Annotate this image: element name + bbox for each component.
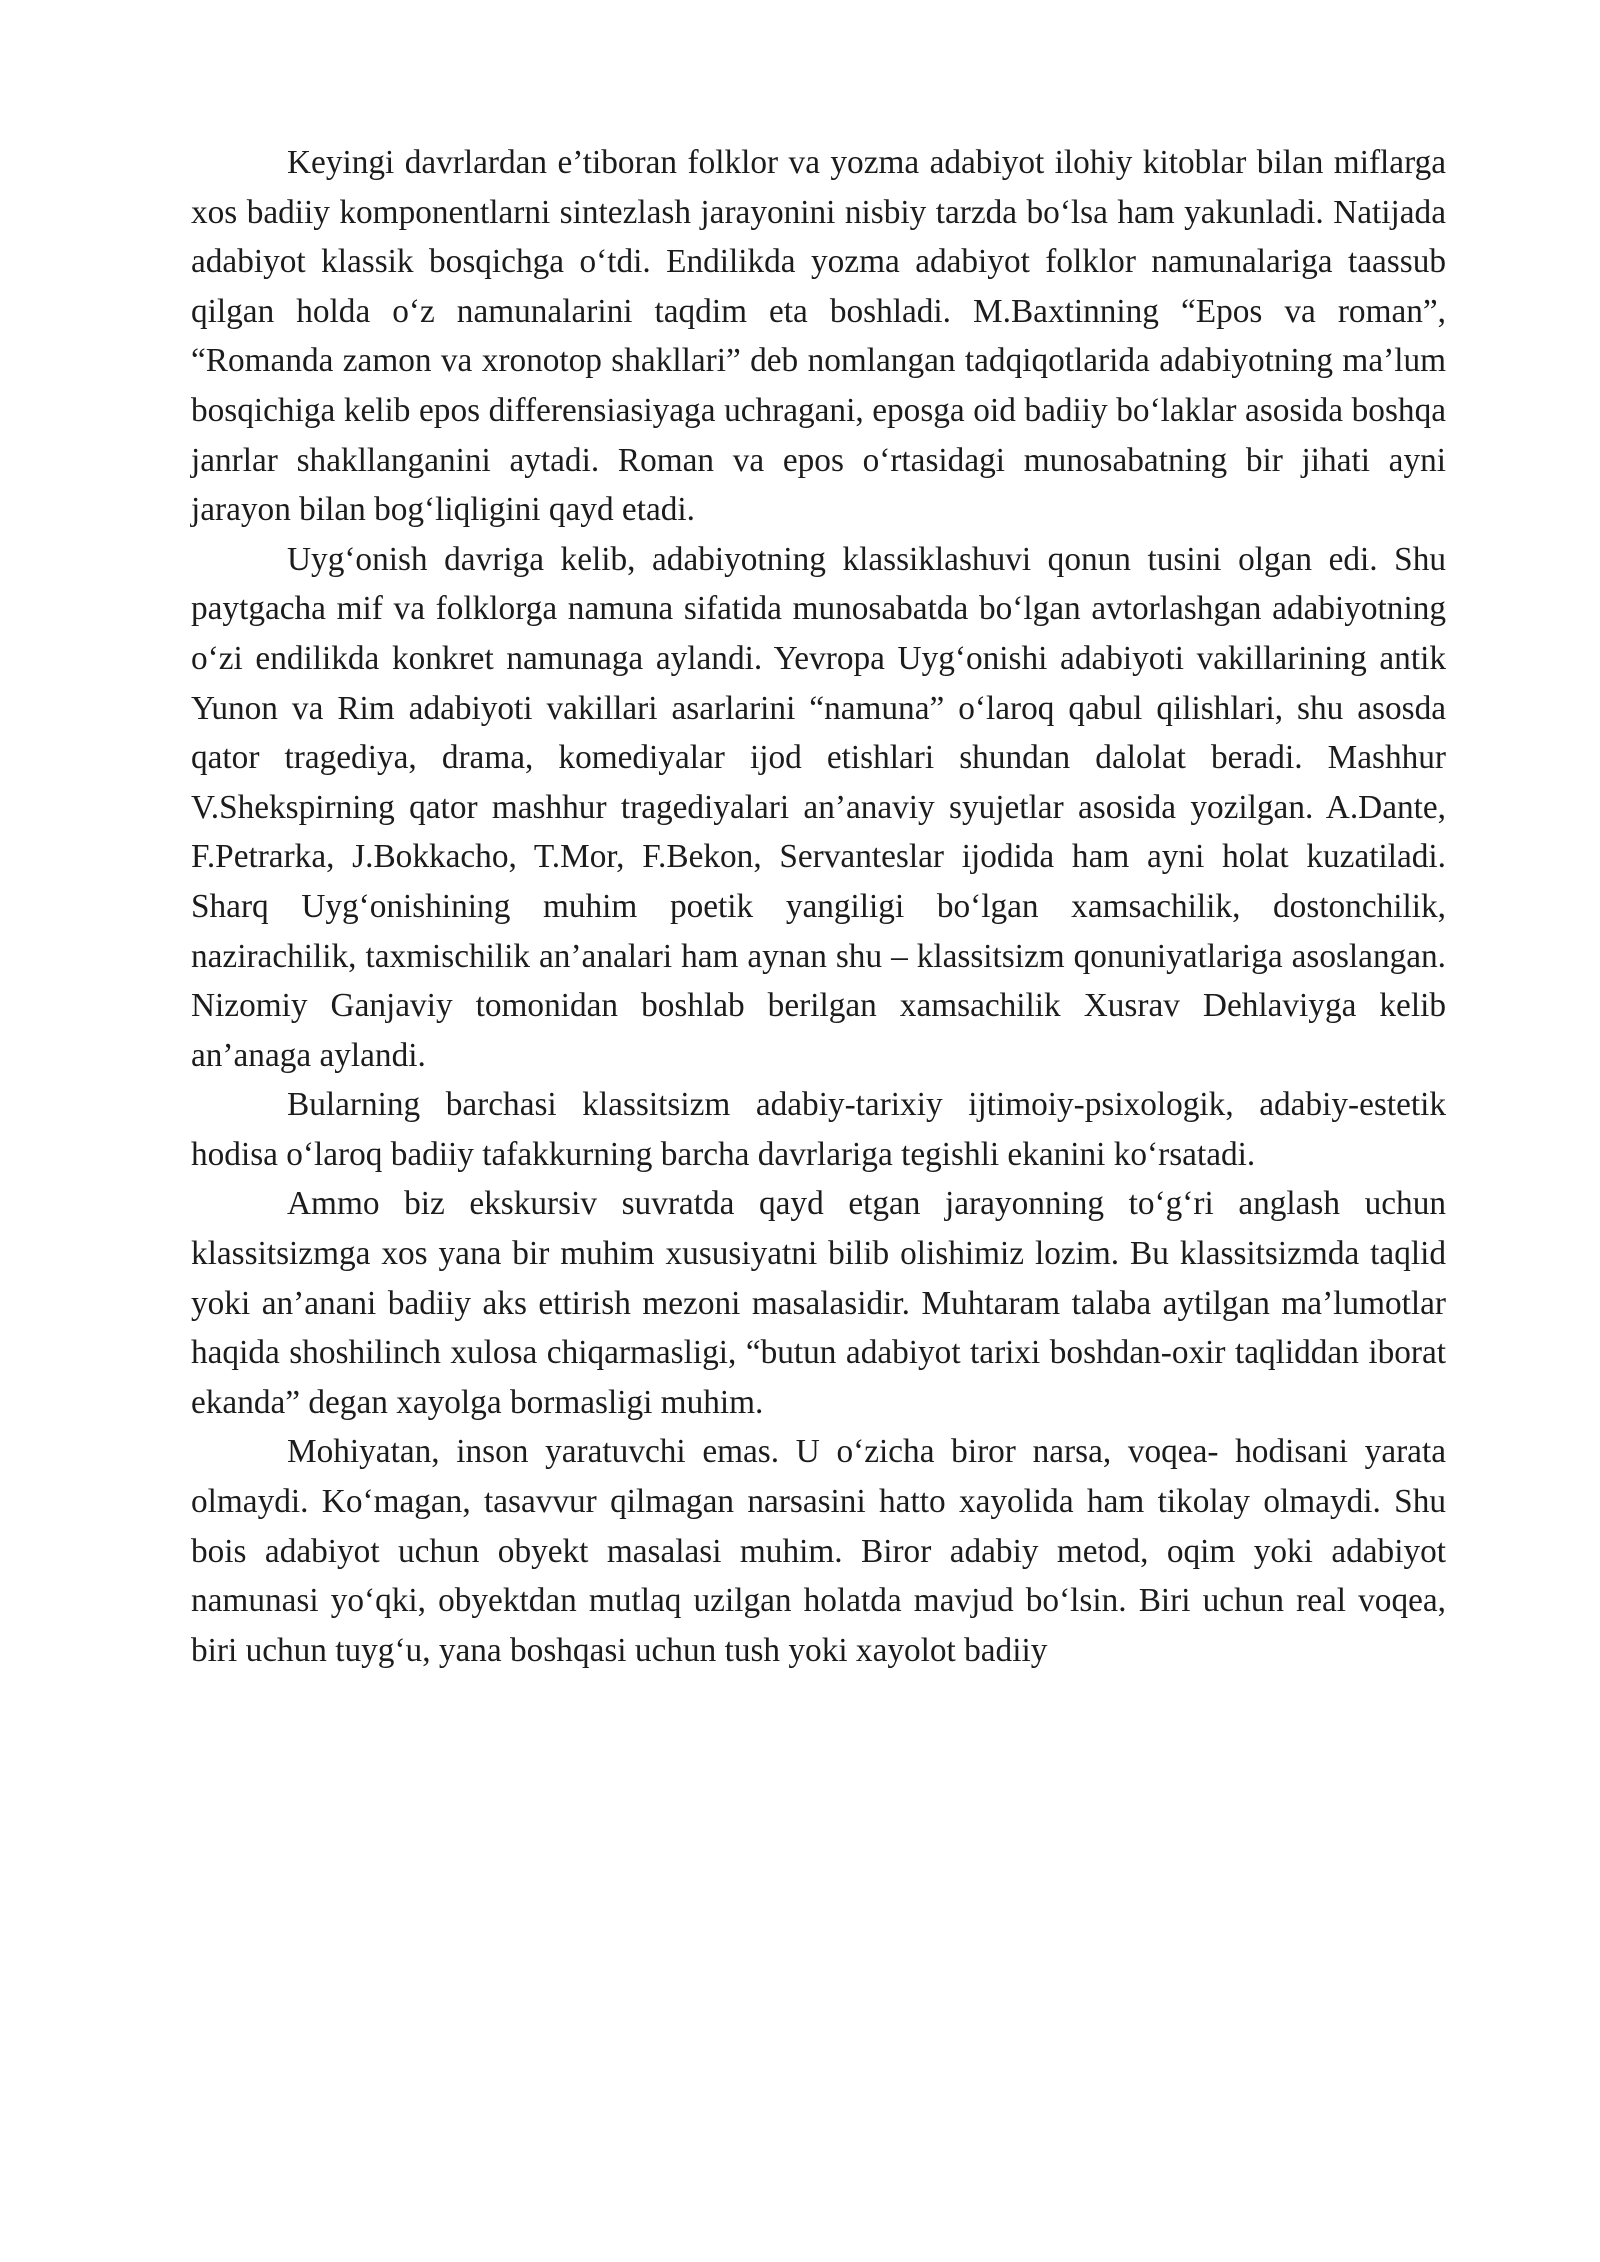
paragraph-5: Mohiyatan, inson yaratuvchi emas. U o‘zicha biror narsa, voqea- hodisani yarata olmaydi. Ko‘magan, tasavvur qilmagan narsasini hatto xayolida ham tikolay olmaydi. Shu bois adabiyot uchun obyekt masalasi muhim. Biror adabiy metod, oqim yoki adabiyot namunasi yo‘qki, obyektdan mutlaq uzilgan holatda mavjud bo‘lsin. Biri uchun real voqea, biri uchun tuyg‘u, yana boshqasi uchun tush yoki xayolot badiiy (191, 1433, 1446, 1669)
paragraph-3: Bularning barchasi klassitsizm adabiy-tarixiy ijtimoiy-psixologik, adabiy-estetik hodisa o‘laroq badiiy tafakkurning barcha davrlariga tegishli ekanini ko‘rsatadi. (191, 1086, 1446, 1173)
document-body (191, 138, 1446, 1675)
paragraph-1: Keyingi davrlardan e’tiboran folklor va yozma adabiyot ilohiy kitoblar bilan miflarga xos badiiy komponentlarni sintezlash jarayonini nisbiy tarzda bo‘lsa ham yakunladi. Natijada adabiyot klassik bosqichga o‘tdi. Endilikda yozma adabiyot folklor namunalariga taassub qilgan holda o‘z namunalarini taqdim eta boshladi. M.Baxtinning “Epos va roman”, “Romanda zamon va xronotop shakllari” deb nomlangan tadqiqotlarida adabiyotning ma’lum bosqichiga kelib epos differensiasiyaga uchragani, eposga oid badiiy bo‘laklar asosida boshqa janrlar shakllanganini aytadi. Roman va epos o‘rtasidagi munosabatning bir jihati ayni jarayon bilan bog‘liqligini qayd etadi. (191, 144, 1446, 529)
paragraph-4: Ammo biz ekskursiv suvratda qayd etgan jarayonning to‘g‘ri anglash uchun klassitsizmga xos yana bir muhim xususiyatni bilib olishimiz lozim. Bu klassitsizmda taqlid yoki an’anani badiiy aks ettirish mezoni masalasidir. Muhtaram talaba aytilgan ma’lumotlar haqida shoshilinch xulosa chiqarmasligi, “butun adabiyot tarixi boshdan-oxir taqliddan iborat ekanda” degan xayolga bormasligi muhim. (191, 1185, 1446, 1421)
paragraph-2: Uyg‘onish davriga kelib, adabiyotning klassiklashuvi qonun tusini olgan edi. Shu paytgacha mif va folklorga namuna sifatida munosabatda bo‘lgan avtorlashgan adabiyotning o‘zi endilikda konkret namunaga aylandi. Yevropa Uyg‘onishi adabiyoti vakillarining antik Yunon va Rim adabiyoti vakillari asarlarini “namuna” o‘laroq qabul qilishlari, shu asosda qator tragediya, drama, komediyalar ijod etishlari shundan dalolat beradi. Mashhur V.Shekspirning qator mashhur tragediyalari an’anaviy syujetlar asosida yozilgan. A.Dante, F.Petrarka, J.Bokkacho, T.Mor, F.Bekon, Servanteslar ijodida ham ayni holat kuzatiladi. Sharq Uyg‘onishining muhim poetik yangiligi bo‘lgan xamsachilik, dostonchilik, nazirachilik, taxmischilik an’analari ham aynan shu – klassitsizm qonuniyatlariga asoslangan. Nizomiy Ganjaviy tomonidan boshlab berilgan xamsachilik Xusrav Dehlaviyga kelib an’anaga aylandi. (191, 540, 1446, 1074)
